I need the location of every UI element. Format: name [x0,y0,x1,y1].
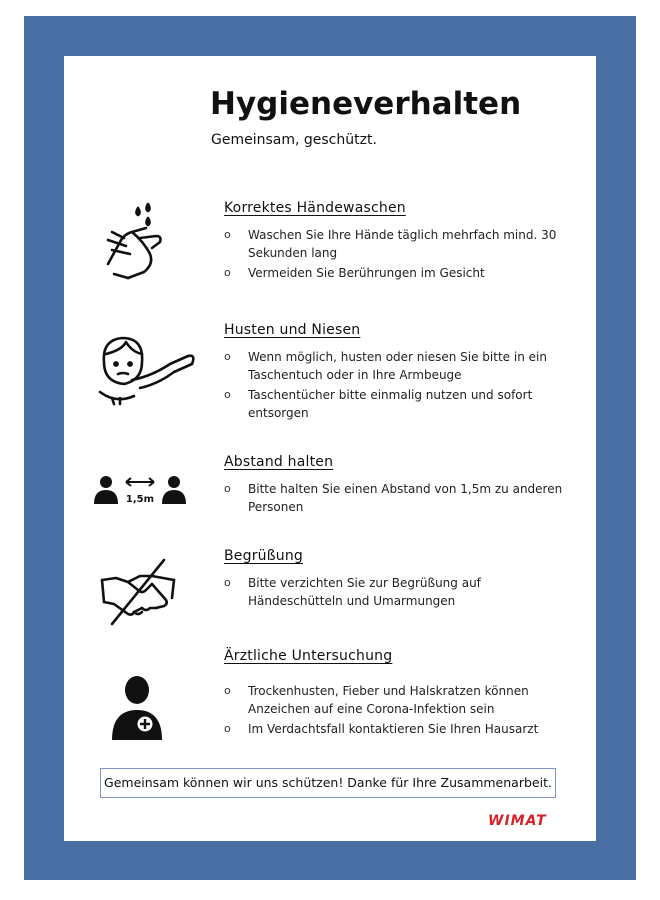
bullet-list [224,348,564,424]
hand-washing-icon [94,202,174,286]
no-handshake-icon [98,558,178,630]
bullet-list [224,682,564,740]
section-heading: Ärztliche Untersuchung [224,648,393,664]
section-heading: Husten und Niesen [224,322,361,338]
doctor-icon [110,676,164,744]
distance-icon [94,474,186,512]
list-item: o Waschen Sie Ihre Hände täglich mehrfach mind. 30 Sekunden lang [224,226,564,262]
list-item: o Trockenhusten, Fieber und Halskratzen können Anzeichen auf eine Corona-Infektion sein [224,682,564,718]
list-item: o Vermeiden Sie Berührungen im Gesicht [224,264,564,282]
bullet-list [224,226,564,284]
poster-sheet [64,56,596,841]
page-subtitle: Gemeinsam, geschützt. [211,132,377,148]
distance-label: 1,5m [125,494,155,505]
list-item: o Taschentücher bitte einmalig nutzen und sofort entsorgen [224,386,564,422]
list-item: o Wenn möglich, husten oder niesen Sie bitte in ein Taschentuch oder in Ihre Armbeuge [224,348,564,384]
bullet-list [224,574,564,612]
list-item: o Im Verdachtsfall kontaktieren Sie Ihren Hausarzt [224,720,564,738]
sneeze-into-elbow-icon [92,332,202,416]
section-heading: Korrektes Händewaschen [224,200,406,216]
list-item: o Bitte halten Sie einen Abstand von 1,5m zu anderen Personen [224,480,564,516]
page-title: Hygieneverhalten [210,86,522,122]
brand-logo: WIMAT [488,813,547,829]
bullet-list [224,480,564,518]
footer-message: Gemeinsam können wir uns schützen! Danke für Ihre Zusammenarbeit. [100,768,556,798]
section-heading: Abstand halten [224,454,334,470]
list-item: o Bitte verzichten Sie zur Begrüßung auf Händeschütteln und Umarmungen [224,574,564,610]
section-heading: Begrüßung [224,548,303,564]
